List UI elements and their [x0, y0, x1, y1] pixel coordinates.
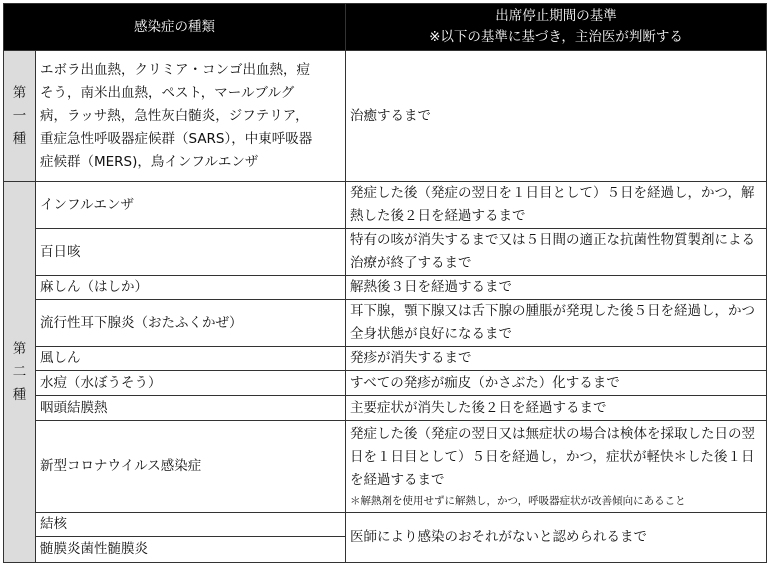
criteria-cell: 耳下腺，顎下腺又は舌下腺の腫脹が発現した後５日を経過し，かつ全身状態が良好になるまで [346, 300, 767, 347]
criteria-cell: 発疹が消失するまで [346, 347, 767, 371]
criteria-cell: 治癒するまで [346, 51, 767, 182]
criteria-cell: 解熱後３日を経過するまで [346, 276, 767, 300]
disease-cell: 風しん [36, 347, 346, 371]
footnote: ＊解熱剤を使用せずに解熱し，かつ，呼吸器症状が改善傾向にあること [350, 495, 686, 507]
table-row [4, 229, 767, 276]
disease-cell: 水痘（水ぼうそう） [36, 371, 346, 396]
disease-cell: 百日咳 [36, 229, 346, 276]
criteria-cell: 特有の咳が消失するまで又は５日間の適正な抗菌性物質製剤による治療が終了するまで [346, 229, 767, 276]
disease-cell: エボラ出血熱，クリミア・コンゴ出血熱，痘 そう，南米出血熱，ペスト，マールブルグ 病，ラッサ熱，急性灰白髄炎，ジフテリア， 重症急性呼吸器症候群（SARS），中東呼吸器 症候群（MERS)，鳥インフルエンザ [36, 51, 346, 182]
disease-cell: 髄膜炎菌性髄膜炎 [36, 537, 346, 563]
disease-cell: 流行性耳下腺炎（おたふくかぜ） [36, 300, 346, 347]
criteria-cell: 発症した後（発症の翌日を１日目として）５日を経過し，かつ，解熱した後２日を経過するまで [346, 182, 767, 229]
header-criteria-title: 出席停止期間の基準 [495, 8, 617, 24]
table-row [4, 513, 767, 537]
table-row [4, 347, 767, 371]
table-row [4, 421, 767, 513]
criteria-cell: 主要症状が消失した後２日を経過するまで [346, 396, 767, 421]
table-row [4, 182, 767, 229]
table-row [4, 396, 767, 421]
disease-cell: 咽頭結膜熱 [36, 396, 346, 421]
criteria-cell: すべての発疹が痂皮（かさぶた）化するまで [346, 371, 767, 396]
table-row [4, 51, 767, 182]
disease-cell: 新型コロナウイルス感染症 [36, 421, 346, 513]
exclusion-period-table [3, 3, 767, 563]
disease-cell: インフルエンザ [36, 182, 346, 229]
header-criteria [346, 4, 767, 51]
criteria-cell: 発症した後（発症の翌日又は無症状の場合は検体を採取した日の翌日を１日目として）５日を経過し，かつ，症状が軽快＊した後１日を経過するまで ＊解熱剤を使用せずに解熱し，かつ，呼吸器症状が改善傾向にあること [346, 421, 767, 513]
disease-cell: 結核 [36, 513, 346, 537]
table-row [4, 300, 767, 347]
header-row [4, 4, 767, 51]
criteria-cell: 医師により感染のおそれがないと認められるまで [346, 513, 767, 563]
table-row [4, 276, 767, 300]
header-criteria-note: ※以下の基準に基づき，主治医が判断する [429, 29, 683, 45]
category-first: 第 一 種 [4, 51, 36, 182]
category-second: 第 二 種 [4, 182, 36, 563]
header-disease-type: 感染症の種類 [4, 4, 346, 51]
table-row [4, 371, 767, 396]
disease-cell: 麻しん（はしか） [36, 276, 346, 300]
